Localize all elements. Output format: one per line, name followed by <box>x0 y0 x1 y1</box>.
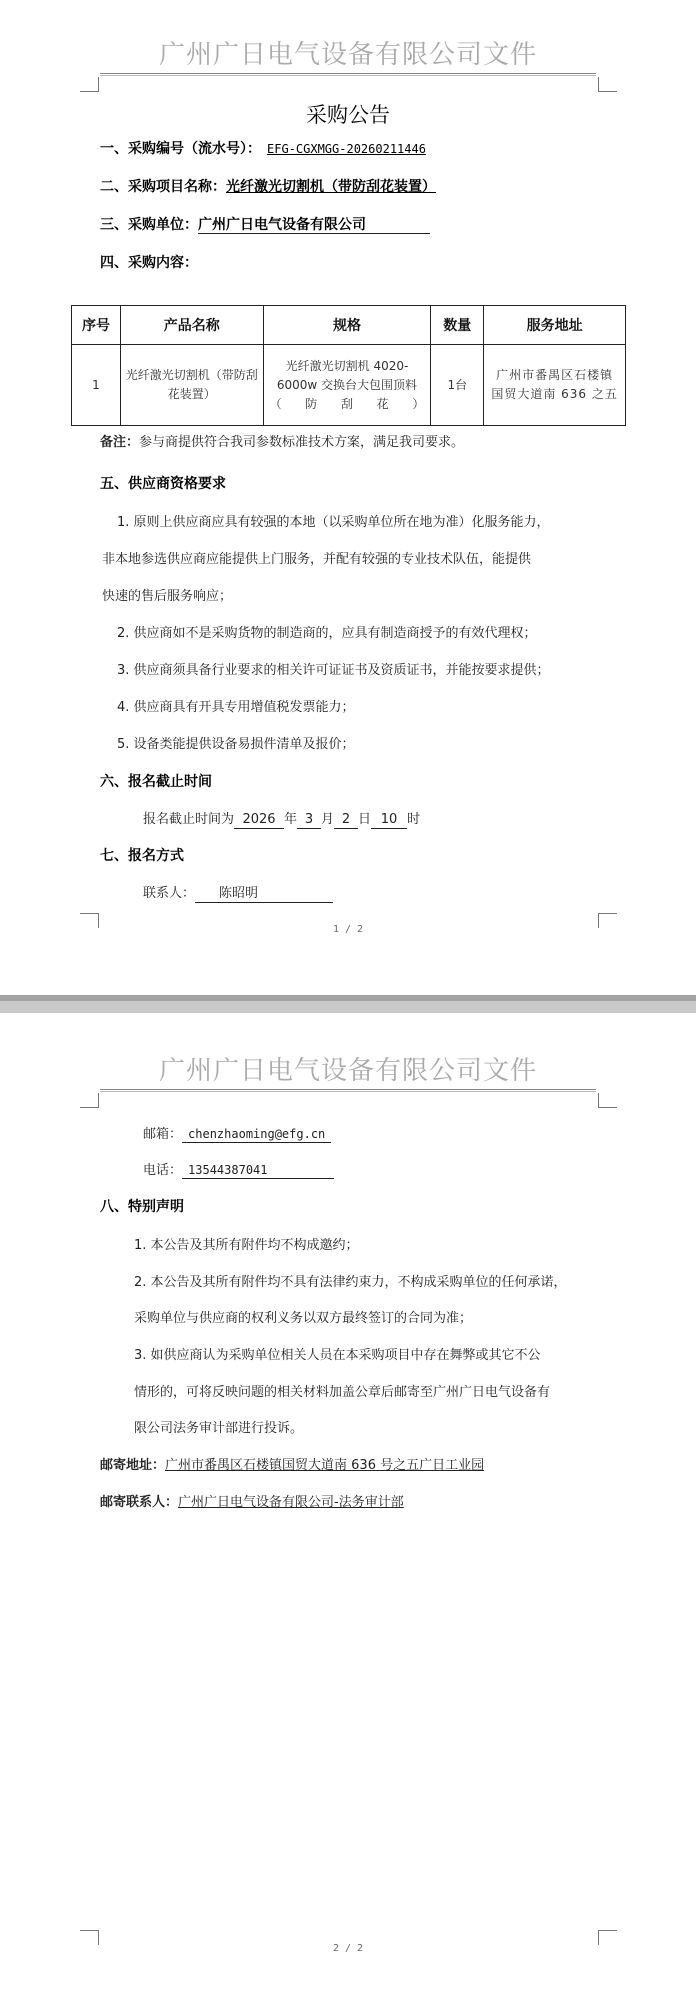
deadline-month-unit: 月 <box>321 812 335 827</box>
page-header-title: 广州广日电气设备有限公司文件 <box>158 40 537 70</box>
cell-no: 1 <box>72 345 121 426</box>
qualification-line: 1. 原则上供应商应具有较强的本地（以采购单位所在地为准）化服务能力， <box>117 515 550 530</box>
section-purchaser <box>100 214 430 234</box>
mail-contact-label: 邮寄联系人： <box>100 1495 179 1510</box>
phone-line <box>143 1159 334 1179</box>
purchase-table <box>71 305 626 426</box>
statement-line: 3. 如供应商认为采购单位相关人员在本采购项目中存在舞弊或其它不公 <box>134 1348 541 1363</box>
mail-contact-line <box>100 1491 404 1510</box>
header-rule-thin <box>100 75 596 76</box>
contact-line <box>143 882 333 903</box>
header-rule <box>100 73 596 74</box>
mail-address-label: 邮寄地址： <box>100 1458 166 1473</box>
document-page-1 <box>0 0 696 995</box>
page-separator <box>0 995 696 1013</box>
section-special-statement: 八、特别声明 <box>100 1199 184 1215</box>
section-project-name <box>100 176 442 196</box>
section-supplier-qualification: 五、供应商资格要求 <box>100 476 226 492</box>
deadline-year-unit: 年 <box>284 812 298 827</box>
page-number: 2 / 2 <box>332 1943 364 1954</box>
qualification-line: 非本地参选供应商应能提供上门服务，并配有较强的专业技术队伍，能提供 <box>102 552 532 567</box>
margin-corner-mark <box>80 1093 99 1108</box>
mail-address-value: 广州市番禺区石楼镇国贸大道南 636 号之五广日工业园 <box>165 1458 485 1473</box>
deadline-month: 3 <box>297 812 321 829</box>
mail-address-line <box>100 1454 484 1473</box>
qualification-line: 4. 供应商具有开具专用增值税发票能力； <box>117 700 355 715</box>
deadline-line <box>143 808 420 829</box>
col-header-address: 服务地址 <box>484 306 626 345</box>
purchaser-value: 广州广日电气设备有限公司 <box>198 217 430 234</box>
header-rule <box>100 1089 596 1090</box>
deadline-day-unit: 日 <box>358 812 372 827</box>
margin-corner-mark <box>598 1093 617 1108</box>
page-header-title: 广州广日电气设备有限公司文件 <box>158 1056 537 1086</box>
purchase-number-value: EFG-CGXMGG-20260211446 <box>267 142 426 156</box>
purchaser-label: 三、采购单位： <box>100 217 198 233</box>
table-row <box>72 345 626 426</box>
statement-line: 2. 本公告及其所有附件均不具有法律约束力，不构成采购单位的任何承诺， <box>134 1275 567 1290</box>
section-content-label: 四、采购内容： <box>100 255 198 271</box>
deadline-year: 2026 <box>234 812 284 829</box>
qualification-line: 2. 供应商如不是采购货物的制造商的，应具有制造商授予的有效代理权； <box>117 626 537 641</box>
col-header-product: 产品名称 <box>120 306 263 345</box>
deadline-hour-unit: 时 <box>407 812 421 827</box>
contact-label: 联系人： <box>143 886 196 901</box>
phone-label: 电话： <box>143 1163 183 1178</box>
document-page-2 <box>0 1013 696 2003</box>
phone-value: 13544387041 <box>182 1162 334 1179</box>
project-name-value: 光纤激光切割机（带防刮花装置） <box>226 179 436 195</box>
note-text: 参与商提供符合我司参数标准技术方案，满足我司要求。 <box>139 435 465 450</box>
qualification-line: 3. 供应商须具备行业要求的相关许可证证书及资质证书，并能按要求提供； <box>117 663 550 678</box>
statement-line: 1. 本公告及其所有附件均不构成邀约； <box>134 1238 359 1253</box>
margin-corner-mark <box>80 77 99 92</box>
page-number: 1 / 2 <box>332 924 364 935</box>
mail-contact-value: 广州广日电气设备有限公司-法务审计部 <box>178 1495 404 1510</box>
section-registration-method: 七、报名方式 <box>100 848 184 864</box>
margin-corner-mark <box>598 77 617 92</box>
header-rule-thin <box>100 1091 596 1092</box>
email-line <box>143 1123 331 1143</box>
purchase-number-label: 一、采购编号（流水号）： <box>100 141 261 157</box>
cell-spec: 光纤激光切割机 4020-6000w 交换台大包围顶料（防刮花） <box>263 345 431 426</box>
statement-line: 采购单位与供应商的权利义务以双方最终签订的合同为准； <box>134 1311 473 1326</box>
project-name-label: 二、采购项目名称： <box>100 179 226 195</box>
contact-value: 陈昭明 <box>195 886 333 903</box>
note-line <box>100 431 464 450</box>
col-header-no: 序号 <box>72 306 121 345</box>
deadline-day: 2 <box>334 812 358 829</box>
statement-line: 限公司法务审计部进行投诉。 <box>134 1421 304 1436</box>
col-header-spec: 规格 <box>263 306 431 345</box>
qualification-line: 快速的售后服务响应； <box>102 589 233 604</box>
cell-qty: 1台 <box>431 345 484 426</box>
table-header-row <box>72 306 626 345</box>
cell-address: 广州市番禺区石楼镇国贸大道南 636 之五 <box>484 345 626 426</box>
section-deadline: 六、报名截止时间 <box>100 774 212 790</box>
deadline-prefix: 报名截止时间为 <box>143 812 235 827</box>
col-header-qty: 数量 <box>431 306 484 345</box>
section-purchase-number <box>100 138 432 158</box>
statement-line: 情形的，可将反映问题的相关材料加盖公章后邮寄至广州广日电气设备有 <box>134 1385 551 1400</box>
doc-title: 采购公告 <box>306 103 390 127</box>
email-label: 邮箱： <box>143 1127 183 1142</box>
cell-product: 光纤激光切割机（带防刮花装置） <box>120 345 263 426</box>
deadline-hour: 10 <box>371 812 407 829</box>
note-label: 备注： <box>100 435 140 450</box>
qualification-line: 5. 设备类能提供设备易损件清单及报价； <box>117 737 355 752</box>
email-value: chenzhaoming@efg.cn <box>182 1126 331 1143</box>
